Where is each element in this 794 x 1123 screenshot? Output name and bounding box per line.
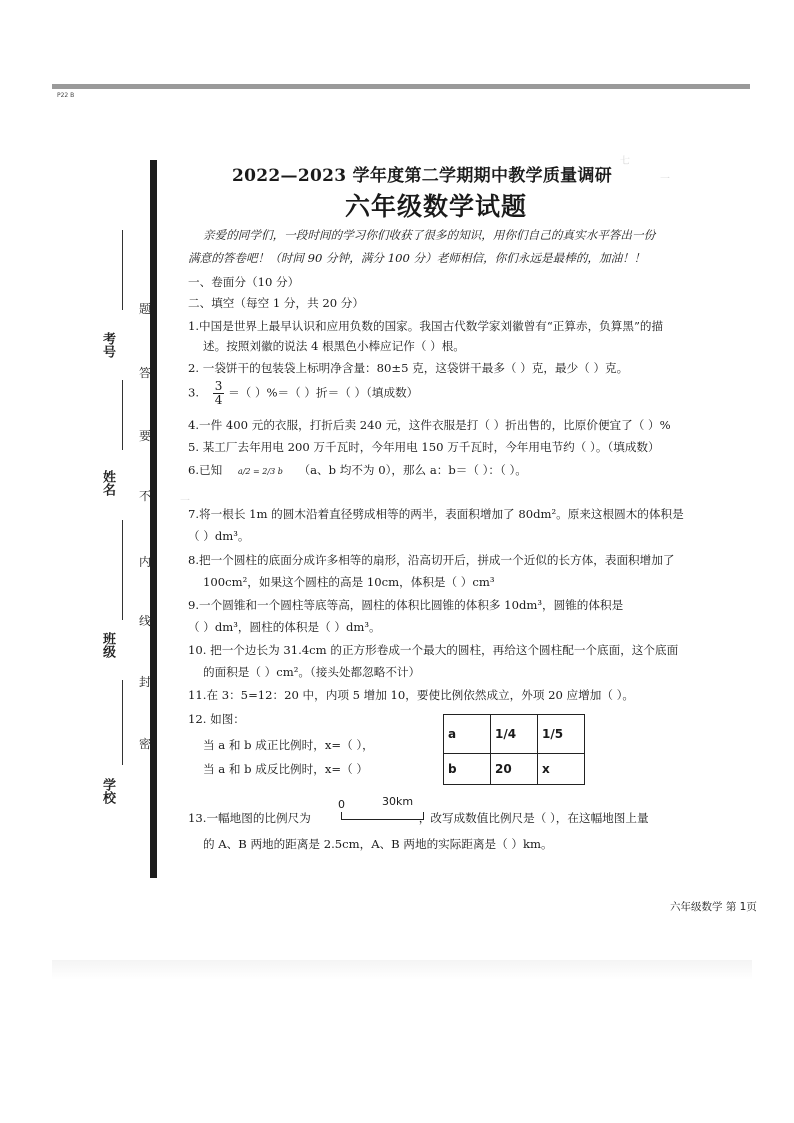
seal-char: 答 [139, 366, 152, 380]
question-9-line-1: 9.一个圆锥和一个圆柱等底等高，圆柱的体积比圆锥的体积多 10dm³，圆锥的体积是 [188, 598, 624, 612]
question-6-formula: a/2 = 2/3 b [237, 467, 283, 476]
fraction-numerator: 3 [214, 379, 223, 393]
seal-char: 内 [139, 555, 152, 569]
seal-label-xingming: 姓名 [100, 470, 115, 496]
seal-label-banji: 班级 [100, 632, 115, 658]
ratio-table [443, 714, 585, 785]
map-scale-bar [338, 795, 438, 828]
section-heading-1: 一、卷面分（10 分） [188, 275, 300, 289]
question-3-text: ＝（ ）%＝（ ）折＝（ ）（填成数） [228, 385, 419, 400]
question-7-line-2: （ ）dm³。 [188, 529, 250, 543]
scan-bottom-shade [52, 960, 752, 980]
seal-fill-line [122, 380, 123, 450]
table-cell: 1/5 [538, 715, 585, 754]
question-1-line-1: 1.中国是世界上最早认识和应用负数的国家。我国古代数学家刘徽曾有“正算赤，负算黑”的描 [188, 319, 664, 333]
seal-char: 封 [139, 675, 152, 689]
question-2: 2. 一袋饼干的包装袋上标明净含量：80±5 克，这袋饼干最多（ ）克，最少（ ）克。 [188, 361, 629, 375]
seal-fill-line [122, 680, 123, 765]
seal-char: 密 [139, 737, 152, 751]
question-6-prefix: 6.已知 [188, 463, 223, 477]
fraction-three-quarters [213, 380, 225, 407]
question-6 [188, 462, 527, 478]
question-1-line-2: 述。按照刘徽的说法 4 根黑色小棒应记作（ ）根。 [203, 339, 465, 353]
seal-fill-line [122, 520, 123, 620]
table-cell: a [444, 715, 491, 754]
scale-label: 30km [382, 795, 414, 808]
scale-zero: 0 [338, 798, 345, 811]
question-13-text: ，改写成数值比例尺是（ ），在这幅地图上量 [418, 811, 649, 825]
question-3 [188, 380, 418, 407]
question-12-direct: 当 a 和 b 成正比例时，x=（ ）， [203, 738, 374, 752]
page-footer: 六年级数学 第 1页 [670, 901, 757, 913]
seal-label-xuexiao: 学校 [100, 778, 115, 804]
question-8-line-1: 8.把一个圆柱的底面分成许多相等的扇形，沿高切开后，拼成一个近似的长方体，表面积增加了 [188, 553, 675, 567]
question-12: 12. 如图： [188, 712, 245, 726]
table-row [444, 754, 585, 785]
seal-char: 题 [139, 302, 152, 316]
seal-fill-line [122, 230, 123, 310]
table-row [444, 715, 585, 754]
question-3-number: 3. [188, 385, 200, 400]
seal-char: 线 [139, 614, 152, 628]
table-cell: 20 [491, 754, 538, 785]
question-13-prefix: 13.一幅地图的比例尺为 [188, 811, 311, 825]
seal-char: 要 [139, 429, 152, 443]
bleed-through-mark: 七 [620, 156, 630, 167]
seal-label-kaohao: 考号 [100, 332, 115, 358]
seal-char: 不 [139, 489, 152, 503]
table-cell: 1/4 [491, 715, 538, 754]
question-8-line-2: 100cm²，如果这个圆柱的高是 10cm，体积是（ ）cm³ [203, 575, 495, 589]
exam-title: 2022—2023 学年度第二学期期中教学质量调研 [232, 166, 613, 186]
fraction-denominator: 4 [214, 393, 223, 407]
exam-subtitle: 六年级数学试题 [345, 192, 528, 221]
table-cell: x [538, 754, 585, 785]
question-12-inverse: 当 a 和 b 成反比例时，x=（ ） [203, 762, 368, 776]
scan-top-border [52, 84, 750, 89]
table-cell: b [444, 754, 491, 785]
question-4: 4.一件 400 元的衣服，打折后卖 240 元，这件衣服是打（ ）折出售的，比原价便宜了（ ）% [188, 418, 671, 432]
intro-line-1: 亲爱的同学们，一段时间的学习你们收获了很多的知识，用你们自己的真实水平答出一份 [203, 228, 656, 242]
binding-bar [150, 160, 157, 878]
bleed-through-mark: 一 [180, 496, 190, 507]
question-6-text: （a、b 均不为 0），那么 a：b＝（ ）：（ ）。 [298, 463, 527, 477]
bleed-through-mark: 一 [660, 174, 670, 185]
scan-tag: P22 B [57, 92, 75, 99]
question-9-line-2: （ ）dm³，圆柱的体积是（ ）dm³。 [188, 620, 381, 634]
question-10-line-1: 10. 把一个边长为 31.4cm 的正方形卷成一个最大的圆柱，再给这个圆柱配一个底面，这个底面 [188, 643, 679, 657]
section-heading-2: 二、填空（每空 1 分，共 20 分） [188, 296, 364, 310]
question-7-line-1: 7.将一根长 1m 的圆木沿着直径劈成相等的两半，表面积增加了 80dm²。原来这根圆木的体积是 [188, 507, 684, 521]
question-10-line-2: 的面积是（ ）cm²。（接头处都忽略不计） [203, 665, 421, 679]
question-13-line-2: 的 A、B 两地的距离是 2.5cm，A、B 两地的实际距离是（ ）km。 [203, 837, 553, 851]
intro-line-2: 满意的答卷吧！（时间 90 分钟，满分 100 分）老师相信，你们永远是最棒的，加油！！ [188, 251, 646, 265]
question-11: 11.在 3：5=12：20 中，内项 5 增加 10，要使比例依然成立，外项 20 应增加（ ）。 [188, 688, 635, 702]
question-5: 5. 某工厂去年用电 200 万千瓦时，今年用电 150 万千瓦时，今年用电节约（ ）。（填成数） [188, 440, 660, 454]
scale-line [341, 812, 424, 820]
